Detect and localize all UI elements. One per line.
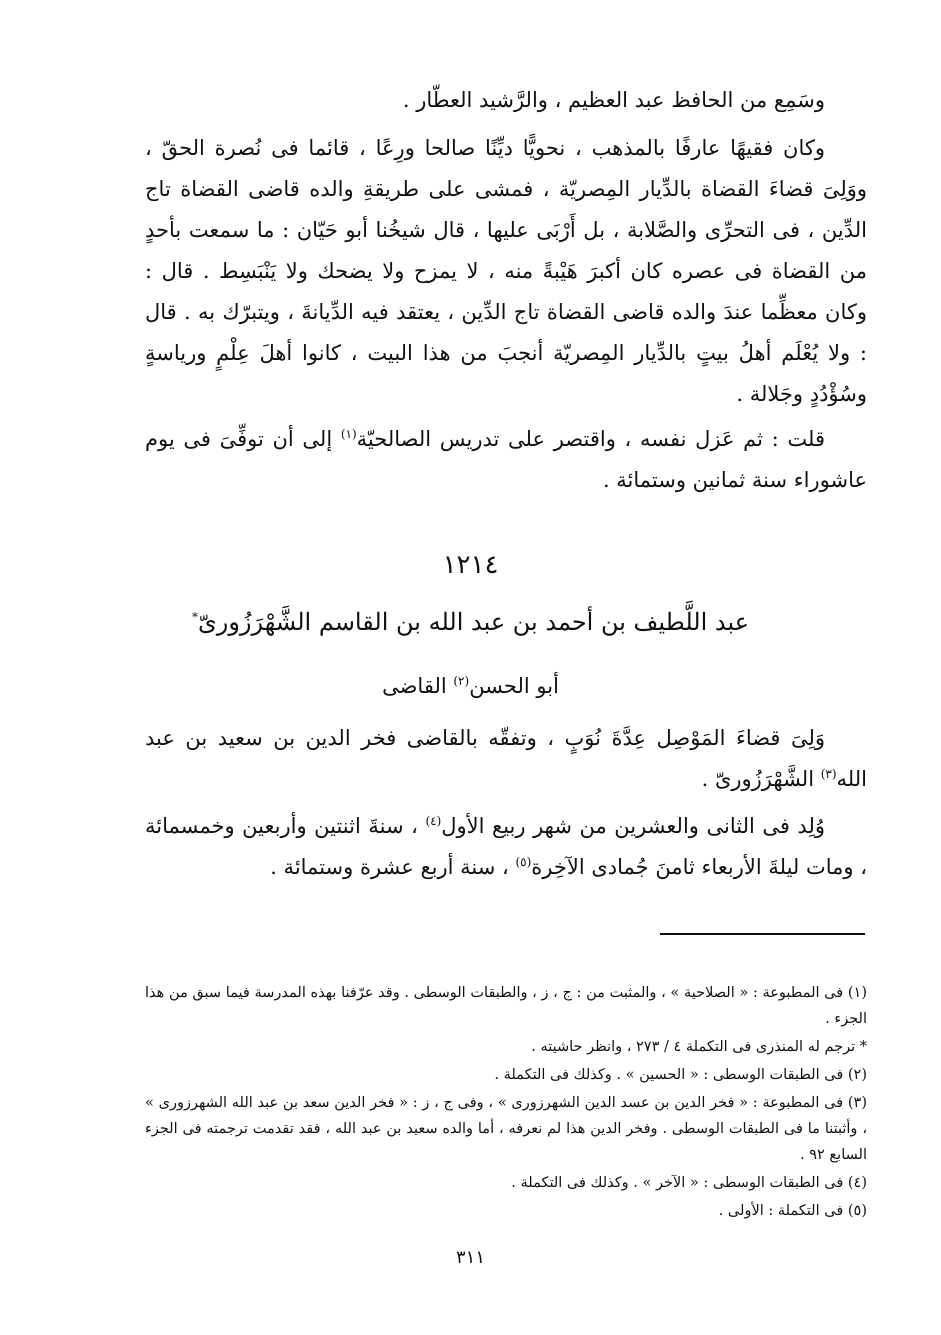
paragraph-description: وكان فقيهًا عارفًا بالمذهب ، نحويًّا ديِّنًا صالحا ورِعًا ، قائما فى نُصرة الحقّ ، ووَلِىَ قضاءَ القضاة بالدِّيار المِصريّة ، فمشى على طريقةِ والده قاضى القضاة تاج الدِّين ، فى التحرِّى والصَّلابة ، بل أَرْبَى عليها ، قال شيخُنا أبو حَيّان : ما سمعت بأحدٍ من القضاة فى عصره كان أكبرَ هَيْبةً منه ، لا يمزح ولا يضحك ولا يَنْبَسِط . قال : وكان معظِّما عندَ والده قاضى القضاة تاج الدِّين ، يعتقد فيه الدِّيانةَ ، ويتبرّك به . قال : ولا يُعْلَم أهلُ بيتٍ بالدِّيار المِصريّة أنجبَ من هذا البيت ، كانوا أهلَ عِلْمٍ ورياسةٍ وسُؤْدُدٍ وجَلالة . xyxy=(145,136,867,406)
paragraph-death-text: ، سنةَ اثنتين وأربعين وخمسمائة ، ومات ليلةَ الأربعاء ثامنَ جُمادى الآخِرة xyxy=(145,814,867,879)
footnote-ref-5: (٥) xyxy=(515,855,532,869)
footnote-ref-2: (٢) xyxy=(453,674,470,688)
entry-kunya xyxy=(0,668,941,704)
footnote-2: (٢) فى الطبقات الوسطى : « الحسين » . وكذلك فى التكملة . xyxy=(494,1067,867,1083)
paragraph-judgeship xyxy=(145,718,867,800)
entry-title-name: عبد اللَّطيف بن أحمد بن عبد الله بن القاسم الشَّهْرَزُورىّ xyxy=(197,608,750,636)
footnote-separator xyxy=(660,933,865,935)
closing-paragraph xyxy=(145,419,867,501)
paragraph-retirement xyxy=(145,419,867,501)
footnote-4: (٤) فى الطبقات الوسطى : « الآخر » . وكذلك فى التكملة . xyxy=(511,1175,867,1191)
entry-biography-1 xyxy=(145,718,867,800)
paragraph-judgeship-text: وَلِىَ قضاءَ المَوْصِل عِدَّةَ نُوَبٍ ، وتفقّه بالقاضى فخر الدين بن سعيد بن عبد الله xyxy=(145,726,867,791)
entry-title-star-mark: * xyxy=(191,610,198,624)
entry-kunya-title: القاضى xyxy=(382,674,454,698)
entry-title xyxy=(0,602,941,642)
footnote-ref-3: (٣) xyxy=(820,767,837,781)
footnotes xyxy=(145,980,867,1224)
entry-kunya-name: أبو الحسن xyxy=(469,674,559,698)
paragraph-retirement-text: قلت : ثم عَزل نفسه ، واقتصر على تدريس الصالحيّة xyxy=(356,427,826,451)
page-number: ٣١١ xyxy=(455,1247,485,1268)
footnote-ref-1: (١) xyxy=(340,427,357,441)
footnote-3: (٣) فى المطبوعة : « فخر الدين بن عسد الدين الشهرزورى » ، وفى ج ، ز : « فخر الدين سعد بن عبد الله الشهرزورى » ، وأثبتنا ما فى الطبقات الوسطى . وفخر الدين هذا لم نعرفه ، أما والده سعيد بن عبد الله ، فقد تقدمت ترجمته فى الجزء السابع ٩٢ . xyxy=(145,1095,867,1163)
paragraph-death-text-end: ، سنة أربع عشرة وستمائة . xyxy=(270,855,516,879)
footnote-1: (١) فى المطبوعة : « الصلاحية » ، والمثبت من : ج ، ز ، والطبقات الوسطى . وقد عرّفنا بهذه المدرسة فيما سبق من هذا الجزء . xyxy=(145,985,867,1027)
footnote-5: (٥) فى التكملة : الأولى . xyxy=(718,1203,867,1219)
entry-number: ١٢١٤ xyxy=(442,550,499,580)
footnote-ref-4: (٤) xyxy=(425,814,442,828)
paragraph-birth-death xyxy=(145,806,867,888)
paragraph-retirement-text-end: إلى أن توفِّىَ فى يوم عاشوراء سنة ثمانين وستمائة . xyxy=(145,427,867,492)
paragraph-judgeship-text-end: الشَّهْرَزُورىّ . xyxy=(701,767,821,791)
paragraph-hearing: وسَمِع من الحافظ عبد العظيم ، والرَّشيد العطّار . xyxy=(402,88,825,112)
continued-biography-text xyxy=(145,80,867,415)
footnote-star: * ترجم له المنذرى فى التكملة ٤ / ٢٧٣ ، وانظر حاشيته . xyxy=(531,1039,867,1055)
paragraph-birth-text: وُلِد فى الثانى والعشرين من شهر ربيع الأول xyxy=(441,814,825,838)
entry-biography-2 xyxy=(145,806,867,888)
